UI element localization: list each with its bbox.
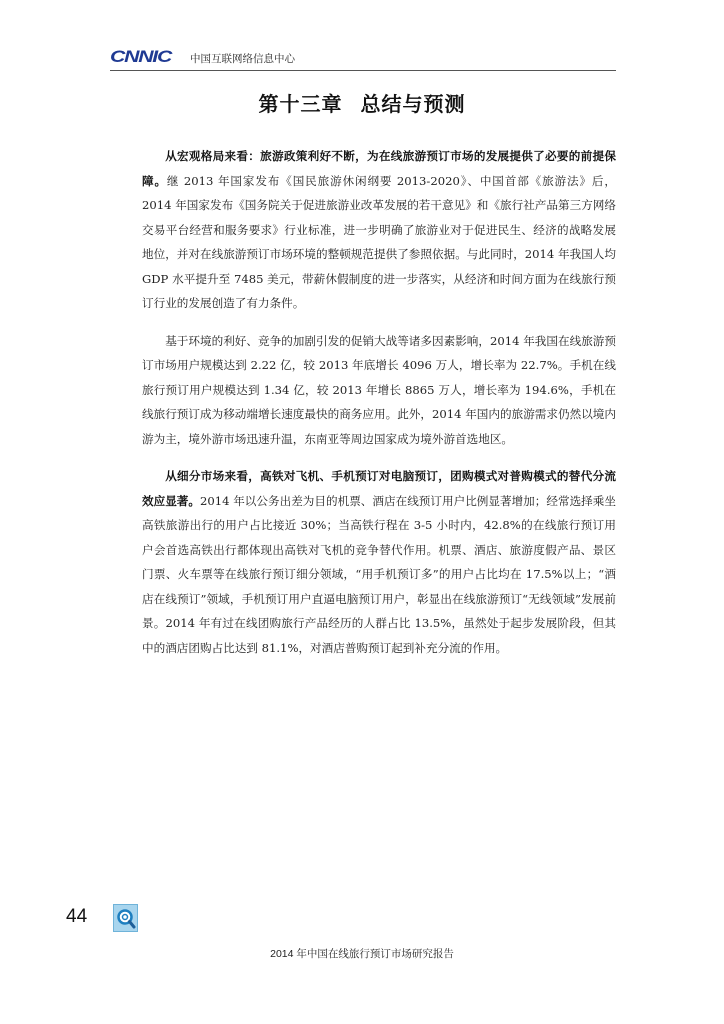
paragraph-lead: 从宏观格局来看：旅游政策利好不断，为在线旅游预订市场的发展提供了必要的前提保障。: [142, 149, 616, 188]
chapter-name: 总结与预测: [360, 92, 466, 116]
body-text: [142, 144, 616, 673]
paragraph-body: 继 2013 年国家发布《国民旅游休闲纲要 2013-2020》、中国首部《旅游法》后，2014 年国家发布《国务院关于促进旅游业改革发展的若干意见》和《旅行社产品第三方网络交易平台经营和服务要求》行业标准，进一步明确了旅游业对于促进民生、经济的战略发展地位，并对在线旅游预订市场环境的整顿规范提供了参照依据。与此同时，2014 年我国人均 GDP 水平提升至 7485 美元，带薪休假制度的进一步落实，从经济和时间方面为在线旅行预订行业的发展创造了有力条件。: [142, 173, 616, 310]
paragraph-users: [142, 329, 616, 452]
organization-name: 中国互联网络信息中心: [190, 53, 295, 65]
report-title-footer: 2014 年中国在线旅行预订市场研究报告: [270, 948, 454, 960]
chapter-number: 第十三章: [258, 92, 343, 116]
page-number: 44: [66, 906, 88, 927]
paragraph-segments: [142, 464, 616, 660]
page-header: [110, 44, 616, 71]
paragraph-body: 基于环境的利好、竞争的加剧引发的促销大战等诸多因素影响，2014 年我国在线旅游预订市场用户规模达到 2.22 亿，较 2013 年底增长 4096 万人，增长率为 22.7%。手机在线旅行预订用户规模达到 1.34 亿，较 2013 年增长 8865 万人，增长率为 194.6%，手机在线旅行预订成为移动端增长速度最快的商务应用。此外，2014 年国内的旅游需求仍然以境内游为主，境外游市场迅速升温，东南亚等周边国家成为境外游首选地区。: [142, 333, 616, 446]
chapter-title: [0, 88, 724, 117]
paragraph-body: 2014 年以公务出差为目的机票、酒店在线预订用户比例显著增加；经常选择乘坐高铁旅游出行的用户占比接近 30%；当高铁行程在 3-5 小时内，42.8%的在线旅行预订用户会首选高铁出行都体现出高铁对飞机的竞争替代作用。机票、酒店、旅游度假产品、景区门票、火车票等在线旅行预订细分领域，“用手机预订多”的用户占比均在 17.5%以上；“酒店在线预订”领域，手机预订用户直逼电脑预订用户，彰显出在线旅游预订“无线领域”发展前景。2014 年有过在线团购旅行产品经历的人群占比 13.5%，虽然处于起步发展阶段，但其中的酒店团购占比达到 81.1%，对酒店普购预订起到补充分流的作用。: [142, 493, 616, 655]
cnnic-logo: CNNIC: [110, 47, 172, 66]
paragraph-macro: [142, 144, 616, 316]
paragraph-lead: 从细分市场来看，高铁对飞机、手机预订对电脑预订，团购模式对普购模式的替代分流效应显著。: [142, 469, 616, 508]
search-report-icon: [113, 904, 138, 932]
